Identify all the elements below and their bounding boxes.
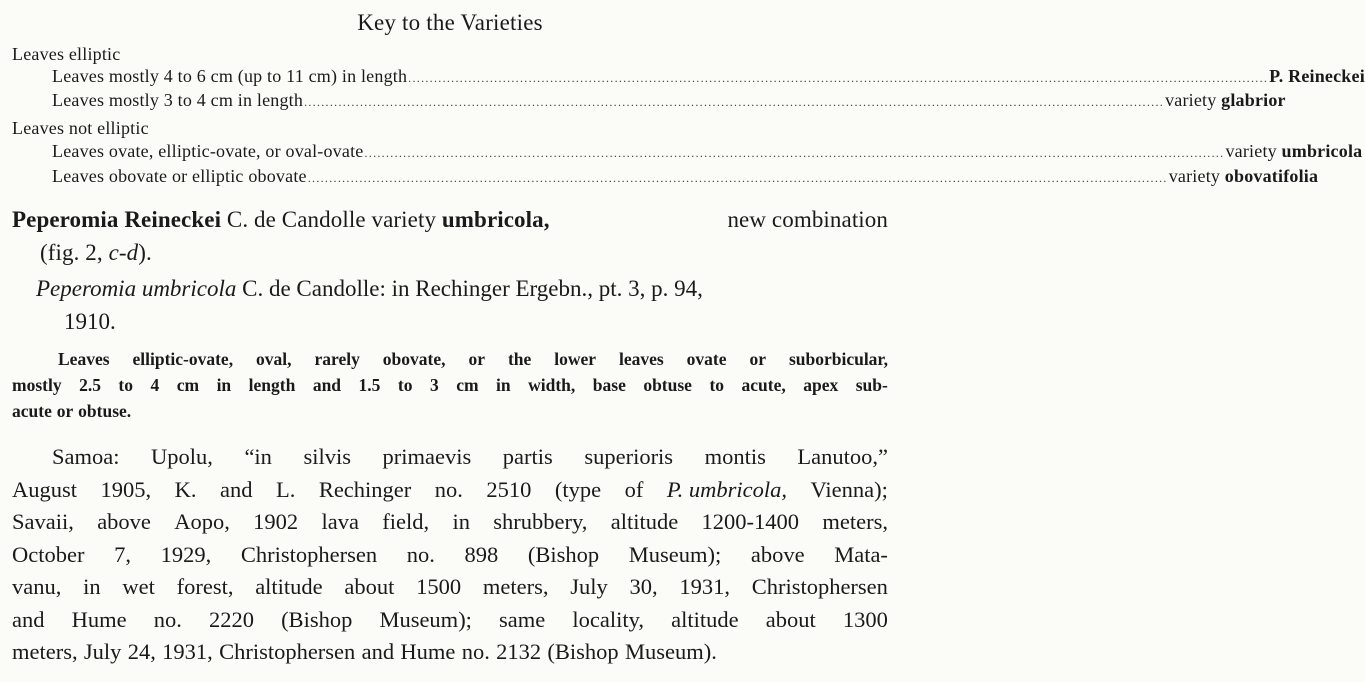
word: 1500 bbox=[416, 574, 462, 599]
word: Savaii, bbox=[12, 509, 74, 534]
word: Leaves bbox=[58, 349, 110, 369]
word: above bbox=[97, 509, 151, 534]
word: meters, bbox=[822, 509, 888, 534]
word: and bbox=[12, 606, 45, 632]
key-row-text: Leaves mostly 3 to 4 cm in length bbox=[52, 90, 304, 110]
word: to bbox=[397, 375, 413, 395]
description-line bbox=[12, 372, 888, 398]
key-heading-elliptic: Leaves elliptic bbox=[12, 44, 121, 64]
word: August bbox=[12, 476, 78, 502]
word: 1.5 bbox=[358, 375, 381, 395]
word: width, bbox=[528, 375, 576, 395]
word: 2132 bbox=[496, 639, 542, 664]
key-heading-not-elliptic: Leaves not elliptic bbox=[12, 118, 149, 138]
synonym-citation bbox=[36, 272, 888, 338]
word: 2220 bbox=[208, 606, 254, 632]
word: no. bbox=[153, 606, 182, 632]
word: 1300 bbox=[842, 606, 888, 632]
word: oval, bbox=[256, 349, 292, 369]
combination-name: Peperomia Reineckei bbox=[12, 207, 222, 232]
word: K. bbox=[174, 476, 197, 502]
word: meters, bbox=[12, 639, 78, 664]
word: mostly bbox=[12, 375, 62, 395]
word: Rechinger bbox=[318, 476, 412, 502]
leader-dots: ........................................................................................................................................................................................................ bbox=[408, 71, 1269, 85]
word: 1902 bbox=[253, 509, 299, 534]
word: altitude bbox=[671, 606, 739, 632]
word: rarely bbox=[314, 349, 360, 369]
word: 1929, bbox=[160, 541, 212, 567]
word: 2.5 bbox=[79, 375, 101, 395]
word: shrubbery, bbox=[493, 509, 588, 534]
specimen-line bbox=[12, 474, 888, 507]
leader-dots: ........................................................................................................................................................................................................ bbox=[364, 146, 1225, 160]
word: in bbox=[216, 375, 232, 395]
word: forest, bbox=[176, 574, 234, 599]
word: Hume bbox=[400, 639, 456, 664]
word: Museum); bbox=[379, 606, 472, 632]
word: Christophersen bbox=[219, 639, 356, 664]
specimen-line bbox=[12, 441, 888, 474]
word: length bbox=[248, 375, 296, 395]
key-row-text: Leaves mostly 4 to 6 cm (up to 11 cm) in length bbox=[52, 66, 408, 86]
word: Hume bbox=[71, 606, 127, 632]
word: or bbox=[56, 401, 74, 421]
key-row-text: Leaves ovate, elliptic-ovate, or oval-ovate bbox=[52, 141, 364, 161]
word: about bbox=[344, 574, 395, 599]
word: apex bbox=[803, 375, 839, 395]
word: and bbox=[312, 375, 342, 395]
word: of bbox=[624, 476, 644, 502]
word: 1931, bbox=[162, 639, 213, 664]
combination-author: C. de Candolle variety bbox=[221, 207, 442, 232]
synonym-citation-text: C. de Candolle: in Rechinger Ergebn., pt. 3, p. 94, bbox=[236, 276, 703, 301]
key-row-glabrior bbox=[52, 90, 1286, 114]
word: acute, bbox=[741, 375, 786, 395]
word: 7, bbox=[114, 541, 131, 567]
word: wet bbox=[122, 574, 155, 599]
taxon-italic: P. umbricola, bbox=[666, 476, 788, 502]
word: July bbox=[83, 639, 122, 664]
word: elliptic-ovate, bbox=[132, 349, 234, 369]
combination-variety: umbricola, bbox=[441, 207, 550, 232]
synonym-year: 1910. bbox=[64, 309, 116, 334]
word: base bbox=[592, 375, 626, 395]
word: Samoa: bbox=[52, 444, 120, 469]
word: leaves bbox=[618, 349, 664, 369]
word: about bbox=[765, 606, 816, 632]
word: partis bbox=[502, 444, 553, 469]
figure-reference: (fig. 2, c-d). bbox=[40, 240, 152, 265]
specimen-line bbox=[12, 539, 888, 572]
word: primaevis bbox=[382, 444, 472, 469]
word: and bbox=[361, 639, 395, 664]
key-row-variety: P. Reineckei bbox=[1269, 66, 1365, 86]
word: 1200-1400 bbox=[701, 509, 800, 534]
leader-dots: ........................................................................................................................................................................................................ bbox=[304, 95, 1165, 109]
word: lower bbox=[554, 349, 597, 369]
word: 2510 bbox=[486, 476, 532, 502]
word: Christophersen bbox=[240, 541, 378, 567]
word: (Bishop bbox=[547, 639, 619, 664]
description-line bbox=[12, 346, 888, 372]
word: (Bishop bbox=[281, 606, 353, 632]
word: locality, bbox=[572, 606, 645, 632]
key-row-reineckei bbox=[52, 66, 1365, 90]
synonym-name: Peperomia umbricola bbox=[36, 276, 237, 301]
word: acute bbox=[12, 401, 52, 421]
leader-dots: ........................................................................................................................................................................................................ bbox=[307, 171, 1168, 185]
word: 1905, bbox=[100, 476, 152, 502]
word: Vienna); bbox=[810, 476, 888, 502]
specimen-line bbox=[12, 604, 888, 637]
key-row-variety: variety obovatifolia bbox=[1168, 166, 1319, 186]
word: or bbox=[749, 349, 766, 369]
word: in bbox=[83, 574, 101, 599]
word: in bbox=[452, 509, 470, 534]
word: in bbox=[496, 375, 511, 395]
word: ovate bbox=[686, 349, 727, 369]
specimen-line bbox=[12, 636, 888, 669]
word: obtuse bbox=[643, 375, 692, 395]
word: no. bbox=[406, 541, 435, 567]
word: Lanutoo,” bbox=[797, 444, 888, 469]
word: same bbox=[499, 606, 546, 632]
word: or bbox=[468, 349, 485, 369]
word: altitude bbox=[255, 574, 323, 599]
word: no. bbox=[434, 476, 463, 502]
combination-status: new combination bbox=[727, 207, 888, 232]
word: suborbicular, bbox=[788, 349, 888, 369]
word: L. bbox=[275, 476, 296, 502]
key-row-obovatifolia bbox=[52, 166, 1319, 190]
word: superioris bbox=[584, 444, 674, 469]
description-line bbox=[12, 398, 888, 424]
specimen-line bbox=[12, 506, 888, 539]
combination-heading bbox=[12, 203, 888, 269]
description-paragraph bbox=[12, 346, 888, 424]
word: Museum). bbox=[624, 639, 717, 664]
word: sub- bbox=[855, 375, 888, 395]
word: 24, bbox=[127, 639, 156, 664]
word: montis bbox=[704, 444, 766, 469]
key-row-text: Leaves obovate or elliptic obovate bbox=[52, 166, 307, 186]
word: (type bbox=[554, 476, 602, 502]
word: to bbox=[118, 375, 133, 395]
key-title: Key to the Varieties bbox=[357, 10, 543, 35]
word: 898 bbox=[464, 541, 499, 567]
word: to bbox=[709, 375, 725, 395]
word: cm bbox=[176, 375, 200, 395]
word: Mata- bbox=[834, 541, 888, 567]
word: and bbox=[219, 476, 253, 502]
word: “in bbox=[244, 444, 272, 469]
word: 4 bbox=[150, 375, 160, 395]
word: 1931, bbox=[679, 574, 730, 599]
specimen-line bbox=[12, 571, 888, 604]
word: July bbox=[570, 574, 608, 599]
word: meters, bbox=[482, 574, 549, 599]
word: silvis bbox=[303, 444, 351, 469]
word: no. bbox=[461, 639, 490, 664]
word: Museum); bbox=[628, 541, 722, 567]
word: 3 bbox=[429, 375, 439, 395]
word: October bbox=[12, 541, 85, 567]
word: Upolu, bbox=[151, 444, 213, 469]
word: the bbox=[507, 349, 532, 369]
key-row-variety: variety glabrior bbox=[1165, 90, 1286, 110]
word: obtuse. bbox=[78, 401, 132, 421]
word: (Bishop bbox=[527, 541, 600, 567]
key-row-umbricola bbox=[52, 141, 1363, 165]
word: Aopo, bbox=[174, 509, 230, 534]
word: 30, bbox=[629, 574, 658, 599]
word: above bbox=[750, 541, 805, 567]
word: obovate, bbox=[382, 349, 446, 369]
word: Christophersen bbox=[751, 574, 888, 599]
word: field, bbox=[382, 509, 430, 534]
key-row-variety: variety umbricola bbox=[1225, 141, 1363, 161]
word: vanu, bbox=[12, 574, 62, 599]
word: lava bbox=[321, 509, 359, 534]
specimens-paragraph bbox=[12, 441, 888, 669]
word: altitude bbox=[610, 509, 679, 534]
word: cm bbox=[456, 375, 479, 395]
